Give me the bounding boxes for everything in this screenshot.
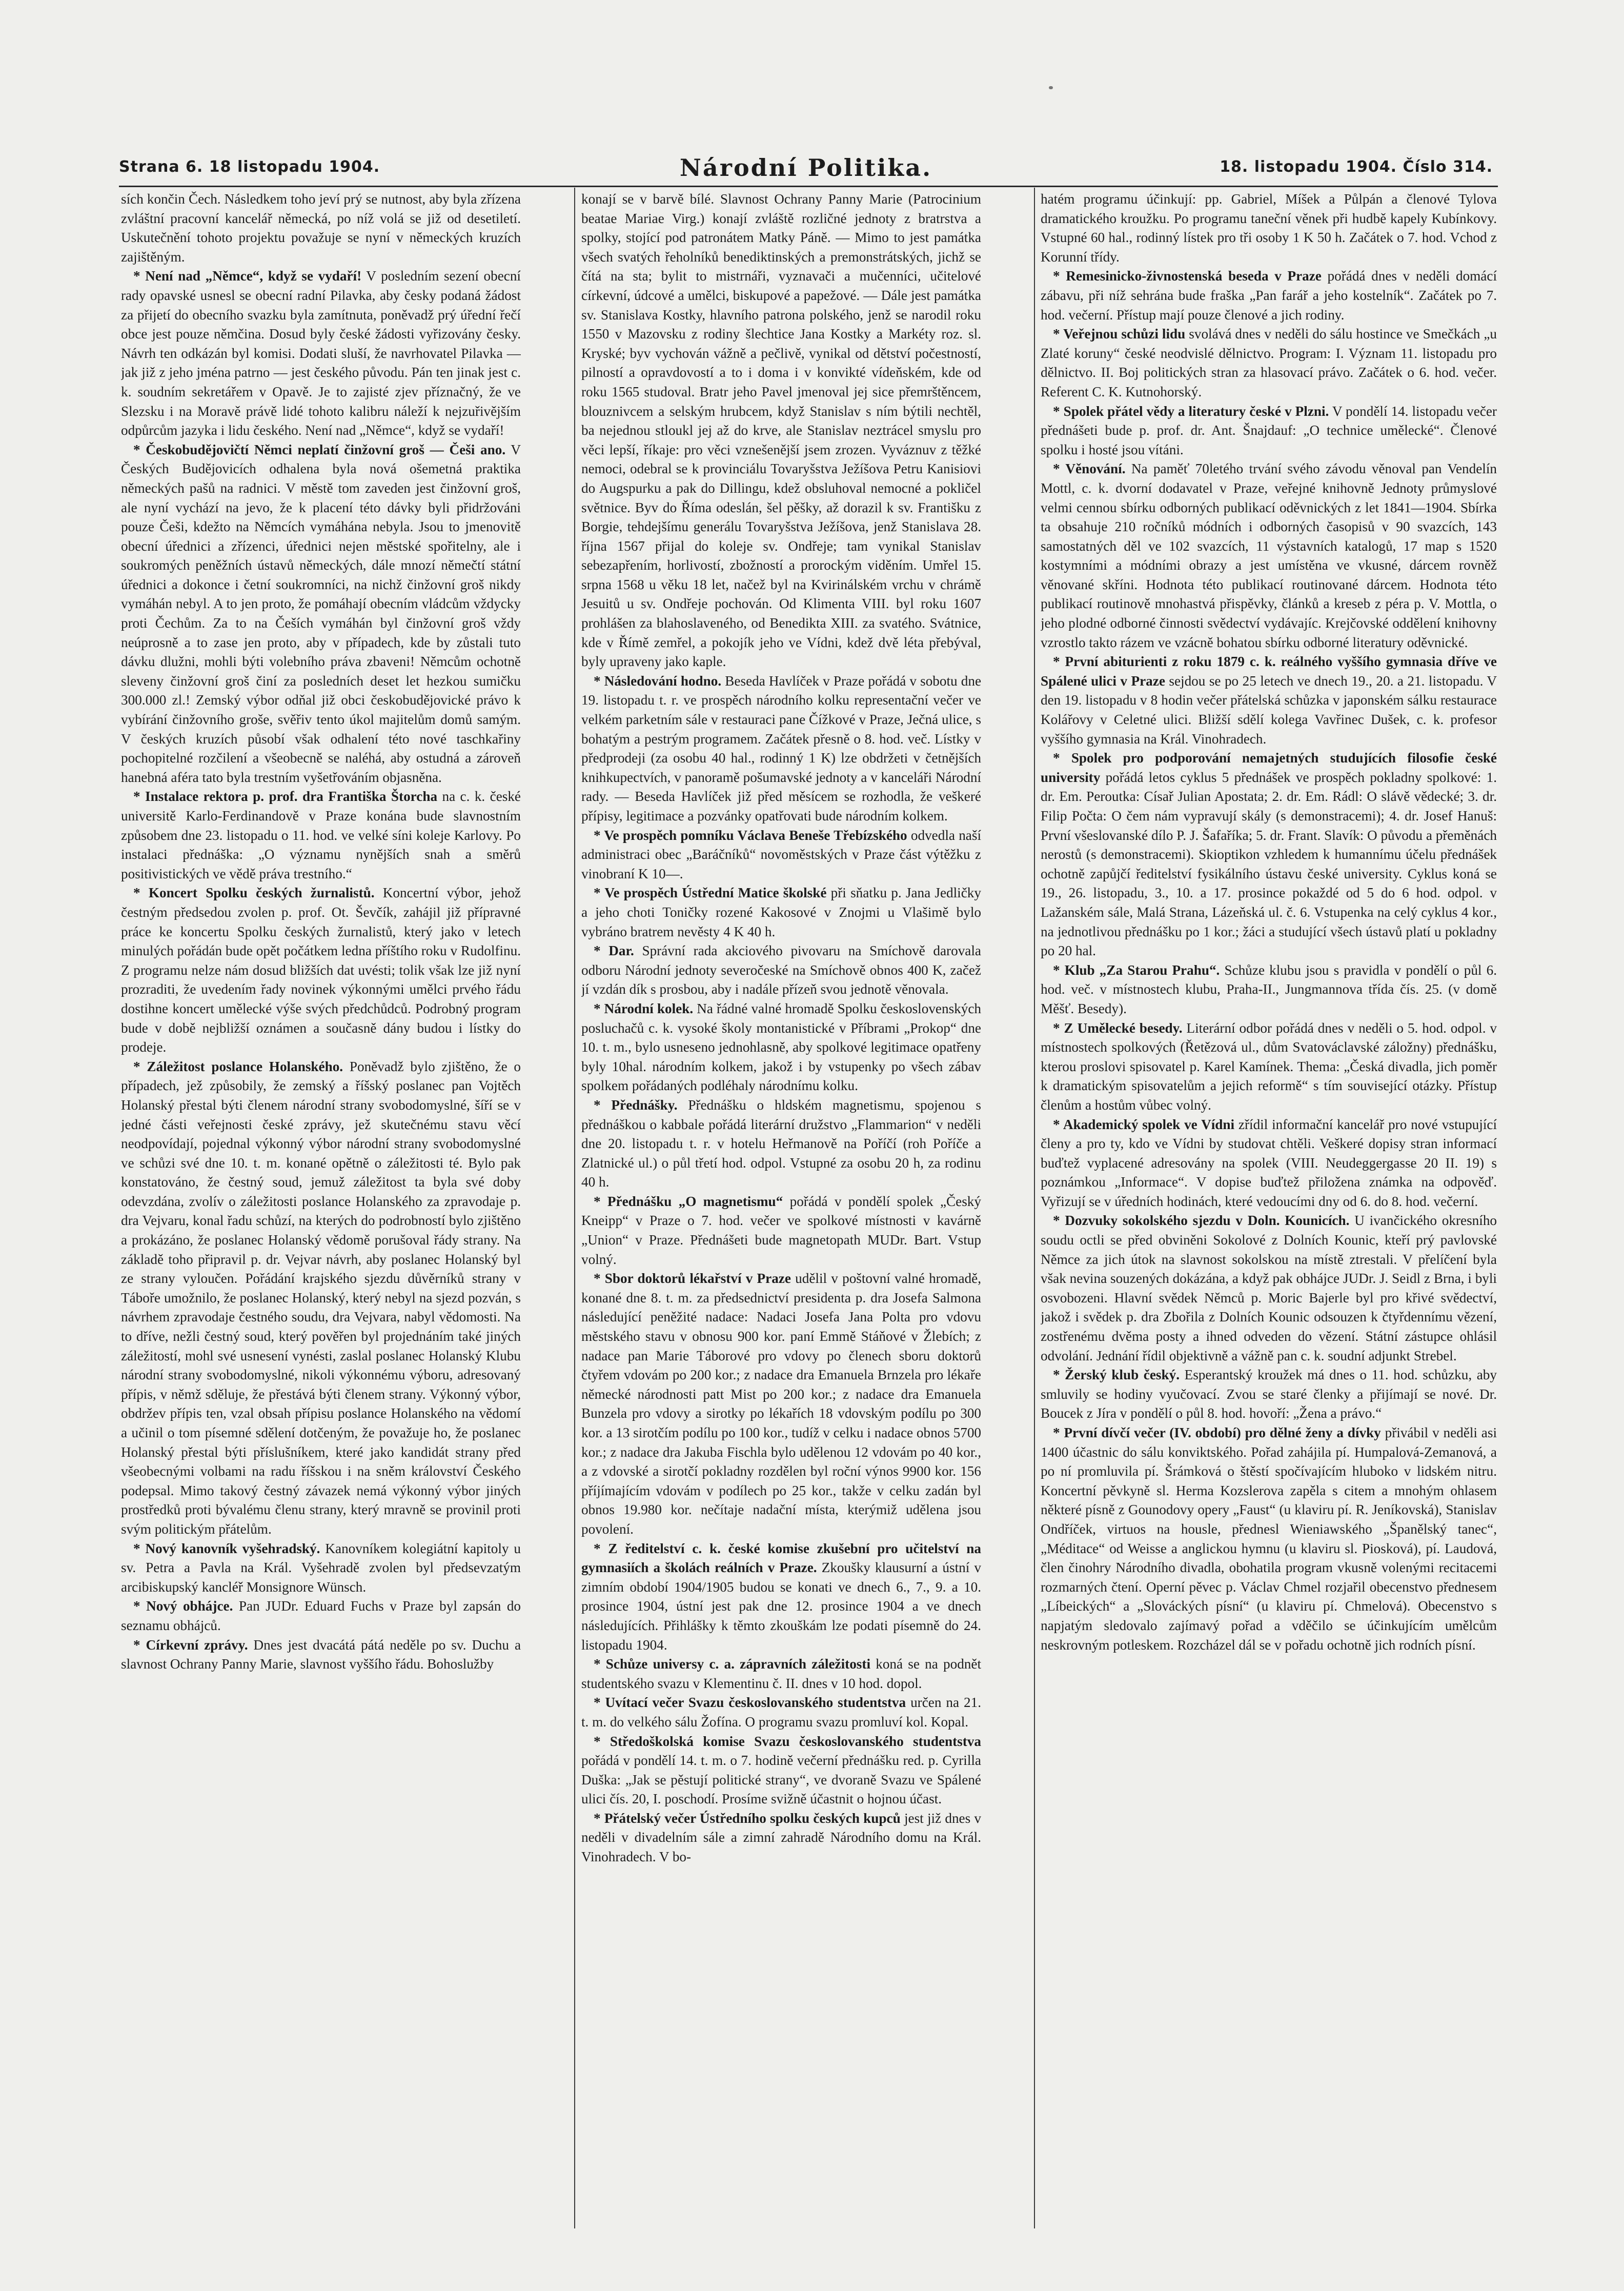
print-speck [1049,86,1053,89]
article-headline: * Žerský klub český. [1053,1367,1180,1383]
masthead-title: Národní Politika. [679,154,932,182]
article-headline: * Instalace rektora p. prof. dra Františka Štorcha [133,789,438,805]
article-headline: * Českobudějovičtí Němci neplatí činžovní groš — Češi ano. [133,441,506,457]
article-paragraph [581,672,981,826]
article-headline: * Nový obhájce. [133,1598,233,1614]
article-paragraph [581,1809,981,1867]
article-headline: * Dozvuky sokolského sjezdu v Doln. Kounicích. [1053,1213,1350,1229]
article-paragraph [1041,1115,1497,1212]
article-body: Esperantský kroužek má dnes o 11. hod. schůzku, aby smluvily se hodiny vyučovací. Zvou se staré členky a přijímají se nové. Dr. Boucek z Jíra v pondělí o půl 8. hod. hovoří: „Žena a právo.“ [1041,1367,1497,1421]
article-paragraph [1041,1423,1497,1655]
article-paragraph [581,1693,981,1732]
article-body: hatém programu účinkují: pp. Gabriel, Míšek a Půlpán a členové Tylova dramatického kroužku. Po programu taneční věnek při hudbě kapely Kubínkovy. Vstupné 60 hal., rodinný lístek pro tři osoby 1 K 50 h. Začátek o 7. hod. Vchod z Korunní třídy. [1041,191,1497,265]
article-body: přivábil v neděli asi 1400 účastnic do sálu konviktského. Pořad zahájila pí. Humpalová-Zemanová, a po ní promluvila pí. Šrámková o štěstí spočívajícím hluboko v lidském nitru. Koncertní pěvkyně sl. Herma Kozslerova zapěla s citem a mnohým ohlasem některé písně z Gounodovy opery „Faust“ (u klaviru pí. R. Jeníkovská), Stanislav Ondříček, virtuos na housle, přednesl Wieniawského „Španělský tanec“, „Méditace“ od Weisse a anglickou hymnu (u klaviru sl. Piosková), pí. Laudová, člen činohry Národního divadla, obohatila program vkusně volenými recitacemi rozmarných čtení. Operní pěvec p. Václav Chmel rozjařil obecenstvo přednesem „Líbeických“ a „Slováckých písní“ (u klaviru pí. Chmelová). Obecenstvo s napjatým sledovalo zajímavý pořad a vděčilo se účinkujícím umělcům neskrovným potleskem. Rozcházel dál se v pořadu ochotně jich rodních písní. [1041,1425,1497,1653]
header-page-date: Strana 6. 18 listopadu 1904. [119,158,380,176]
article-paragraph [121,1597,521,1635]
article-body: V pondělí 14. listopadu večer přednášeti bude p. prof. dr. Ant. Šnajdauf: „O technice umělecké“. Členové spolku i hosté jsou vítáni. [1041,403,1497,457]
article-paragraph [581,941,981,999]
article-paragraph [1041,749,1497,961]
article-headline: * Uvítací večer Svazu českoslovanského studentstva [594,1695,906,1711]
article-paragraph [1041,190,1497,267]
article-body: určen na 21. t. m. do velkého sálu Žofína. O programu svazu promluví kol. Kopal. [581,1695,981,1730]
article-headline: * Sbor doktorů lékařství v Praze [594,1271,791,1287]
header-date-issue: 18. listopadu 1904. Číslo 314. [1220,158,1493,176]
article-headline: * Spolek pro podporování nemajetných studujících filosofie české university [1041,750,1497,785]
article-body: pořádá v pondělí 14. t. m. o 7. hodině večerní přednášku red. p. Cyrilla Duška: „Jak se pěstují politické strany“, ve dvoraně Svazu ve Spálené ulici čís. 20, I. poschodí. Prosíme svižně účastnit o hojnou účast. [581,1753,981,1807]
article-paragraph [121,1636,521,1674]
article-body: V posledním sezení obecní rady opavské usnesl se obecní radní Pilavka, aby česky podaná žádost za přijetí do obecního svazku byla zamítnuta, poněvadž prý úřední řečí obce jest pouze němčina. Dosud byly české žádosti vyřizovány česky. Návrh ten odkázán byl komisi. Dodati sluší, že navrhovatel Pilavka — jak již z jeho jména patrno — jest českého původu. Pán ten jinak jest c. k. soudním sekretářem v Opavě. Je to zajisté zjev příznačný, že ve Slezsku i na Moravě právě lidé tohoto kalibru náleží k nejzuřivějším odpůrcům jazyka i lidu českého. Není nad „Němce“, když se vydaří! [121,268,521,438]
article-paragraph [121,440,521,788]
article-body: V Českých Budějovicích odhalena byla nová ošemetná praktika německých pašů na radnici. V městě tom zaveden jest činžovní groš, ale nyní vychází na jevo, že k placení této dávky byli přidržováni pouze Češi, kdežto na Němcích vymáhána nebyla. Jsou to jmenovitě obecní úřednici a zřízenci, úřednici nejen městské spořitelny, ale i soukromých peněžních ústavů německých, dále mnozí němečtí státní úřednici a dokonce i četní soukromníci, na nichž činžovní groš nikdy vymáhán nebyl. A to jen proto, že pomáhají obecním vládcům vždycky proti Čechům. Za to na Češích vymáhán byl činžovní groš vždy neúprosně a to zase jen proto, aby v případech, kde by zůstali tuto dávku dlužni, mohli býti volebního práva zbaveni! Němcům ochotně sleveny činžovní groš činí za posledních deset let hezkou sumičku 300.000 zl.! Zemský výbor odňal již obci českobudějovické právo k vybírání činžovního groše, svěřiv tento úkol majitelům domů samým. V českých kruzích působí však odhalení této nové taschkařiny pochopitelné rozčilení a všeobecně se naléhá, aby ostudná a zároveň hanebná aféra tato byla trestním vyšetřováním objasněna. [121,441,521,785]
column-1 [121,190,521,2220]
article-paragraph [121,787,521,883]
article-paragraph [581,826,981,884]
article-headline: * Remesinicko-živnostenská beseda v Praze [1053,268,1322,284]
article-paragraph [1041,459,1497,652]
article-body: Poněvadž bylo zjištěno, že o případech, jež způsobily, že zemský a říšský poslanec pan Vojtěch Holanský přestal býti členem národní strany svobodomyslné, šíří se v jedné části veřejnosti české zprávy, jež skutečnému stavu věcí neodpovídají, pojednal výkonný výbor národní strany svobodomyslné ve schůzi své dne 10. t. m. konané opětně o záležitosti té. Bylo pak konstatováno, že čestný soud, jemuž záležitost ta byla své doby odevzdána, zvolív o záležitosti poslance Holanského za zpravodaje p. dra Vejvaru, konal řadu schůzí, na kterých do podrobností bylo zjištěno a prokázáno, že poslanec Holanský vědomě porušoval řády strany. Na základě toho připravil p. dr. Vejvar návrh, aby poslanec Holanský byl ze strany vyloučen. Pořádání krajského sjezdu důvěrníků strany v Táboře umožnilo, že poslanec Holanský, který nebyl na sjezd pozván, s návrhem zpravodaje čestného soudu, dra Vejvara, nabyl vědomosti. Na to dříve, nežli čestný soud, který pověřen byl projednáním také jiných záležitostí, mohl své usnesení vynésti, zaslal poslanec Holanský Klubu národní strany svobodomyslné, nikoli výkonnému výboru, adresovaný přípis, v němž sděluje, že přestává býti členem strany. Výkonný výbor, obdržev přípis ten, vzal obsah přípisu poslance Holanského na vědomí a učinil o tom písemné sdělení dotčeným, že považuje ho, že poslanec Holanský přestal býti příslušníkem, které jako kandidát strany před všeobecnými volbami na radu říšskou i na sněm království Českého podepsal. Mimo takový čestný závazek nemá výkonný výbor jiných prostředků proti bývalému členu strany, který mravně se provinil proti svým politickým přátelům. [121,1058,521,1537]
article-headline: * Z ředitelství c. k. české komise zkušební pro učitelství na gymnasiích a školách reálních v Praze. [581,1540,981,1576]
article-paragraph [581,190,981,672]
article-body: Kanovníkem kolegiátní kapitoly u sv. Petra a Pavla na Král. Vyšehradě zvolen byl předsevzatým arcibiskupský kancléř Monsignore Wünsch. [121,1540,521,1595]
article-paragraph [1041,961,1497,1019]
article-paragraph [121,267,521,440]
column-2 [581,190,981,2220]
column-divider [574,188,575,2228]
article-body: Beseda Havlíček v Praze pořádá v sobotu dne 19. listopadu t. r. ve prospěch národního kolku representační večer ve velkém parketním sále v restauraci pane Čížkové v Praze, Ječná ulice, s bohatým a pestrým programem. Začátek přesně o 8. hod. več. Lístky v předprodeji (za osobu 40 hal., rodinný 1 K) lze obdržeti v četnějších knihkupectvích, v panoramě pošumavské jednoty a v kanceláři Národní rady. — Beseda Havlíček již před měsícem se rozhodla, že veškeré přípisy, legitimace a pozvánky opatřovati bude národním kolkem. [581,673,981,823]
article-body: sejdou se po 25 letech ve dnech 19., 20. a 21. listopadu. V den 19. listopadu v 8 hodin večer přátelská schůzka v japonském sálku restaurace Kolářovy v Celetné ulici. Bližší sdělí kolega Vavřinec Dušek, c. k. profesor vyššího gymnasia na Král. Vinohradech. [1041,673,1497,747]
article-paragraph [121,190,521,267]
article-body: Zkoušky klausurní a ústní v zimním období 1904/1905 budou se konati ve dnech 6., 7., 9. a 10. prosince 1904, ústní jest pak dne 12. prosince 1904 a ve dnech následujících. Přihlášky k těmto zkouškám lze podati písemně do 24. listopadu 1904. [581,1560,981,1653]
article-headline: * Koncert Spolku českých žurnalistů. [133,885,375,901]
article-paragraph [581,1732,981,1809]
article-headline: * Ve prospěch Ústřední Matice školské [594,885,827,901]
article-headline: * Nový kanovník vyšehradský. [133,1540,320,1556]
article-body: odvedla naší administraci obec „Baráčníků“ novoměstských v Praze část výtěžku z vinobraní K 10—. [581,827,981,881]
article-headline: * Záležitost poslance Holanského. [133,1058,343,1074]
article-body: konají se v barvě bílé. Slavnost Ochrany Panny Marie (Patrocinium beatae Mariae Virg.) konají zvláště rozličné jednoty z bratrstva a spolky, stojící pod patronátem Matky Páně. — Mimo to jest památka všech svatých řeholníků benediktinských a premonstrátských, jichž se čítá na sta; bylit to mistrnáři, vyznavači a mučenníci, učitelové církevní, údcové a umělci, biskupové a papežové. — Dále jest památka sv. Stanislava Kostky, hlavního patrona polského, jenž se narodil roku 1550 v Mazovsku z rodiny šlechtice Jana Kostky a Markéty roz. sl. Kryské; byv vychován vážně a pečlivě, vynikal od dětství počestností, pilností a opravdovostí a to i doma i v konvikté vídeňském, kde od roku 1565 studoval. Bratr jeho Pavel jmenoval jej sice přemrštěncem, blouznivcem a selským hrubcem, když Stanislav s ním býtili nechtěl, ba nejednou stloukl jej až do krve, ale Stanislav neztrácel smyslu pro věci lepší, říkaje: pro věci vznešenější jsem zrozen. Vyváznuv z těžké nemoci, odebral se k provinciálu Tovaryšstva Ježíšova Petru Kanisiovi do Augspurku a pak do Dillingu, kdež obsluhoval nemocné a pokličel světnice. Byv do Říma odeslán, šel pěšky, až dorazil k sv. Františku z Borgie, tehdejšímu generálu Tovaryšstva Ježíšova, jenž Stanislava 28. října 1567 přijal do koleje sv. Ondřeje; tam vynikal Stanislav sebezapřením, horlivostí, zbožností a prorockým viděním. Umřel 15. srpna 1568 u věku 18 let, načež byl na Kvirinálském vrchu v chrámě Jesuitů u sv. Ondřeje pochován. Od Klimenta VIII. byl roku 1607 prohlášen za blahoslaveného, od Benedikta XIII. za svatého. Svátnice, kde v Římě zemřel, a pokojík jeho ve Vídni, kdež dvě léta přebýval, byly upraveny jako kaple. [581,191,981,670]
article-body: Koncertní výbor, jehož čestným předsedou zvolen p. prof. Ot. Ševčík, zahájil již přípravné práce ke koncertu Spolku českých žurnalistů, který jako v letech minulých pořádán bude opět počátkem ledna příštího roku v Rudolfinu. Z programu nelze nám dosud bližších dat uvésti; tolik však lze již nyní prozraditi, že uvedením řady novinek výkonnými umělci prvého řádu dostihne koncert umělecké výše svých předchůdců. Podrobný program bude v době nejbližší oznámen a současně dány budou i lístky do prodeje. [121,885,521,1055]
article-body: na c. k. české universitě Karlo-Ferdinandově v Praze konána bude slavnostním způsobem dne 23. listopadu o 11. hod. ve velké síni koleje Karlovy. Po instalaci přednáška: „O významu nynějších snah a směrů positivistických ve vědě práva trestního.“ [121,789,521,881]
article-paragraph [1041,652,1497,749]
article-paragraph [1041,267,1497,325]
article-headline: * První dívčí večer (IV. období) pro dělné ženy a dívky [1053,1425,1381,1440]
article-paragraph [121,1539,521,1597]
article-paragraph [581,999,981,1096]
article-paragraph [581,1192,981,1269]
article-body: U ivančického okresního soudu octli se před obviněni Sokolové z Dolních Kounic, kteří prý pavlovské Němce za jich útok na slavnost sokolskou na místě ztrestali. V přelíčení byla však nevina souzených dokázána, a když pak obhájce JUDr. J. Seidl z Brna, i byli osvobozeni. Hlavní svědek Němců p. Moric Bajerle byl pro křivé svědectví, jakož i svědek p. dra Zbořila z Dolních Kounic odsouzen k čtyřdennímu vězení, zostřenému dvěma posty a ihned odveden do vězení. Státní zástupce ohlásil odvolání. Jednání řídil objektivně a vážně pan c. k. soudní adjunkt Strebel. [1041,1213,1497,1363]
article-paragraph [1041,1365,1497,1423]
article-paragraph [581,1269,981,1539]
article-body: Schůze klubu jsou s pravidla v pondělí o půl 6. hod. več. v místnostech klubu, Praha-II., Jungmannova třída čís. 25. (v domě Měšť. Besedy). [1041,962,1497,1016]
article-body: zřídil informační kancelář pro nové vstupující členy a pro ty, kdo ve Vídni by studovat chtěli. Veškeré dopisy stran informací buďtež vyplacené adresovány na spolek (VIII. Neudeggergasse 20 II. 19) s poznámkou „Informace“. V dopise buďtež přiložena známka na odpověď. Vyřizují se v úředních hodinách, které vedoucími dny od 6. do 8. hod. večerní. [1041,1116,1497,1209]
article-body: Dnes jest dvacátá pátá neděle po sv. Duchu a slavnost Ochrany Panny Marie, slavnost vyššího řádu. Bohoslužby [121,1637,521,1672]
article-body: Literární odbor pořádá dnes v neděli o 5. hod. odpol. v místnostech spolkových (Řetězová ul., dům Svatováclavské záložny) přednášku, kterou proslovi spisovatel p. Karel Kamínek. Thema: „Česká divadla, jich poměr k dramatickým spisovatelům a jejich reformě“ s tím související otázky. Přístup členům a hostům vůbec volný. [1041,1020,1497,1113]
article-paragraph [1041,1211,1497,1365]
article-headline: * Věnování. [1053,461,1126,477]
article-body: pořádá v pondělí spolek „Český Kneipp“ v Praze o 7. hod. večer ve spolkové místnosti v kavárně „Union“ v Praze. Přednášeti bude magnetopath MUDr. Bart. Vstup volný. [581,1193,981,1267]
article-headline: * Přednášku „O magnetismu“ [594,1193,783,1209]
article-body: svolává dnes v neděli do sálu hostince ve Smečkách „u Zlaté koruny“ české neodvislé dělnictvo. Program: I. Význam 11. listopadu pro dělnictvo. II. Boj politických stran za hlasovací právo. Začátek o 6. hod. večer. Referent C. K. Kutnohorský. [1041,326,1497,399]
article-headline: * Spolek přátel vědy a literatury české v Plzni. [1053,403,1329,419]
article-headline: * Veřejnou schůzi lidu [1053,326,1186,342]
article-headline: * Následování hodno. [594,673,722,689]
article-paragraph [581,1096,981,1192]
article-headline: * Národní kolek. [594,1000,694,1016]
article-paragraph [581,1655,981,1693]
article-headline: * První abiturienti z roku 1879 c. k. reálného vyššího gymnasia dříve ve Spálené ulici v Praze [1041,654,1497,689]
article-paragraph [1041,402,1497,460]
header-divider [119,186,1498,187]
article-headline: * Přednášky. [594,1097,678,1113]
article-headline: * Církevní zprávy. [133,1637,248,1653]
article-body: udělil v poštovní valné hromadě, konané dne 8. t. m. za předsednictví presidenta p. dra Josefa Salmona následující peněžité nadace: Nadaci Josefa Jana Polta pro vdovu městského stavu v obnosu 900 kor. paní Emmě Stáňové v Žlebích; z nadace pan Marie Táborové pro vdovy po členech sboru doktorů čtyřem vdovám po 200 kor.; z nadace dra Emanuela Brnzela pro lékaře německé národnosti patt Mist po 200 kor.; z nadace dra Emanuela Bunzela pro vdovy a sirotky po lékařích 18 vdovským podílu po 300 kor. a 13 sirotčím podílu po 100 kor., tudíž v celku i nadace obnos 5700 kor.; z nadace dra Jakuba Fischla bylo udělenou 12 vdovám po 40 kor., a z vdovské a sirotčí pokladny rozdělen byl roční výnos 9900 kor. 156 příjímajícím vdovám v podílech po 25 kor., takže v celku zadán byl obnos 19.980 kor. nečítaje nadační místa, kterýmiž udělena jsou povolení. [581,1271,981,1537]
article-headline: * Akademický spolek ve Vídni [1053,1116,1235,1132]
article-body: pořádá letos cyklus 5 přednášek ve prospěch pokladny spolkové: 1. dr. Em. Peroutka: Císař Julian Apostata; 2. dr. Em. Rádl: O slávě vědecké; 3. dr. Filip Počta: O čem nám vypravují skály (s demonstracemi); 4. dr. Josef Hanuš: První všeslovanské dílo P. J. Šafaříka; 5. dr. Frant. Slavík: O původu a přeměnách nerostů (s demonstracemi). Skioptikon vzhledem k humannímu účelu přednášek ochotně zapůjčí ředitelství fysikálního ústavu české university. Cyklus koná se 19., 26. listopadu, 3., 10. a 17. prosince pokaždé od 5 do 6 hod. odpol. v Lažanském sále, Malá Strana, Lázeňská ul. č. 6. Vstupenka na celý cyklus 4 kor., na jednotlivou přednášku po 1 kor.; žáci a studující všech ústavů platí u pokladny po 20 hal. [1041,769,1497,959]
article-paragraph [581,1539,981,1655]
article-body: sích končin Čech. Následkem toho jeví prý se nutnost, aby byla zřízena zvláštní pracovní kancelář německá, po níž volá se již od desetiletí. Uskutečnění tohoto projektu považuje se nyní v německých kruzích zajištěným. [121,191,521,265]
article-headline: * Není nad „Němce“, když se vydaří! [133,268,362,284]
article-headline: * Ve prospěch pomníku Václava Beneše Třebízského [594,827,907,843]
article-paragraph [121,1057,521,1539]
article-body: Pan JUDr. Eduard Fuchs v Praze byl zapsán do seznamu obhájců. [121,1598,521,1633]
article-body: jest již dnes v neděli v divadelním sále a zimní zahradě Národního domu na Král. Vinohradech. V bo- [581,1810,981,1865]
article-headline: * Středoškolská komise Svazu českoslovanského studentstva [594,1733,981,1749]
article-body: pořádá dnes v neděli domácí zábavu, při níž sehrána bude fraška „Pan farář a jeho kostelník“. Začátek po 7. hod. večerní. Přístup mají pouze členové a jich rodiny. [1041,268,1497,323]
article-paragraph [1041,325,1497,401]
article-headline: * Dar. [594,943,634,959]
article-headline: * Klub „Za Starou Prahu“. [1053,962,1220,978]
article-paragraph [1041,1019,1497,1115]
article-body: při sňatku p. Jana Jedličky a jeho choti Toničky rozené Kakosové v Znojmi u Vlašimě bylo vybráno bratrem nevěsty 4 K 40 h. [581,885,981,939]
article-body: Správní rada akciového pivovaru na Smíchově darovala odboru Národní jednoty severočeské na Smíchově obnos 400 K, začež jí vzdán dík s prosbou, aby i nadále přízeň svou jednotě věnovala. [581,943,981,997]
article-body: koná se na podnět studentského svazu v Klementinu č. II. dnes v 10 hod. dopol. [581,1656,981,1691]
article-headline: * Přátelský večer Ústředního spolku českých kupců [594,1810,901,1826]
page-header [119,154,1493,185]
article-paragraph [581,883,981,941]
article-headline: * Schůze universy c. a. zápravních záležitosti [594,1656,870,1672]
article-body: Přednášku o hldském magnetismu, spojenou s přednáškou o kabbale pořádá literární družstvo „Flammarion“ v neděli dne 20. listopadu t. r. v hotelu Heřmanově na Poříčí (roh Poříče a Zlatnické ul.) o půl třetí hod. odpol. Vstupné za osobu 20 h, za rodinu 40 h. [581,1097,981,1190]
column-divider [1034,188,1035,2228]
article-body: Na paměť 70letého trvání svého závodu věnoval pan Vendelín Mottl, c. k. dvorní dodavatel v Praze, veřejné knihovně Jednoty průmyslové velmi cennou sbírku odborných publikací oděvnických z let 1841—1904. Sbírka ta obsahuje 210 ročníků módních i odborných časopisů v 90 svazcích, 143 samostatných děl ve 102 svazcích, 11 výstavních katalogů, 17 map s 1520 kostymními a módními obrazy a jest umístěna ve vkusné, dárcem rovněž věnované skříni. Hodnota této publikací routinované dárcem. Hodnota této publikací routinově mnohastvá přispěvky, článků a kreseb z péra p. V. Mottla, o jeho plodné odborné činnosti svědectví vydávajíc. Krejčovské oddělení knihovny vzrostlo takto rázem ve vzácně bohatou sbírku odborné literatury oděvnické. [1041,461,1497,650]
article-body: Na řádné valné hromadě Spolku československých posluchačů c. k. vysoké školy montanistické v Příbrami „Prokop“ dne 10. t. m., bylo usneseno jednohlasně, aby spolkové legitimace opatřeny byly 10hal. národním kolkem, jakož i by vstupenky po všech zábav spolkem pořádaných podléhaly národnímu kolku. [581,1000,981,1094]
article-paragraph [121,883,521,1057]
column-3 [1041,190,1497,2220]
article-headline: * Z Umělecké besedy. [1053,1020,1183,1036]
